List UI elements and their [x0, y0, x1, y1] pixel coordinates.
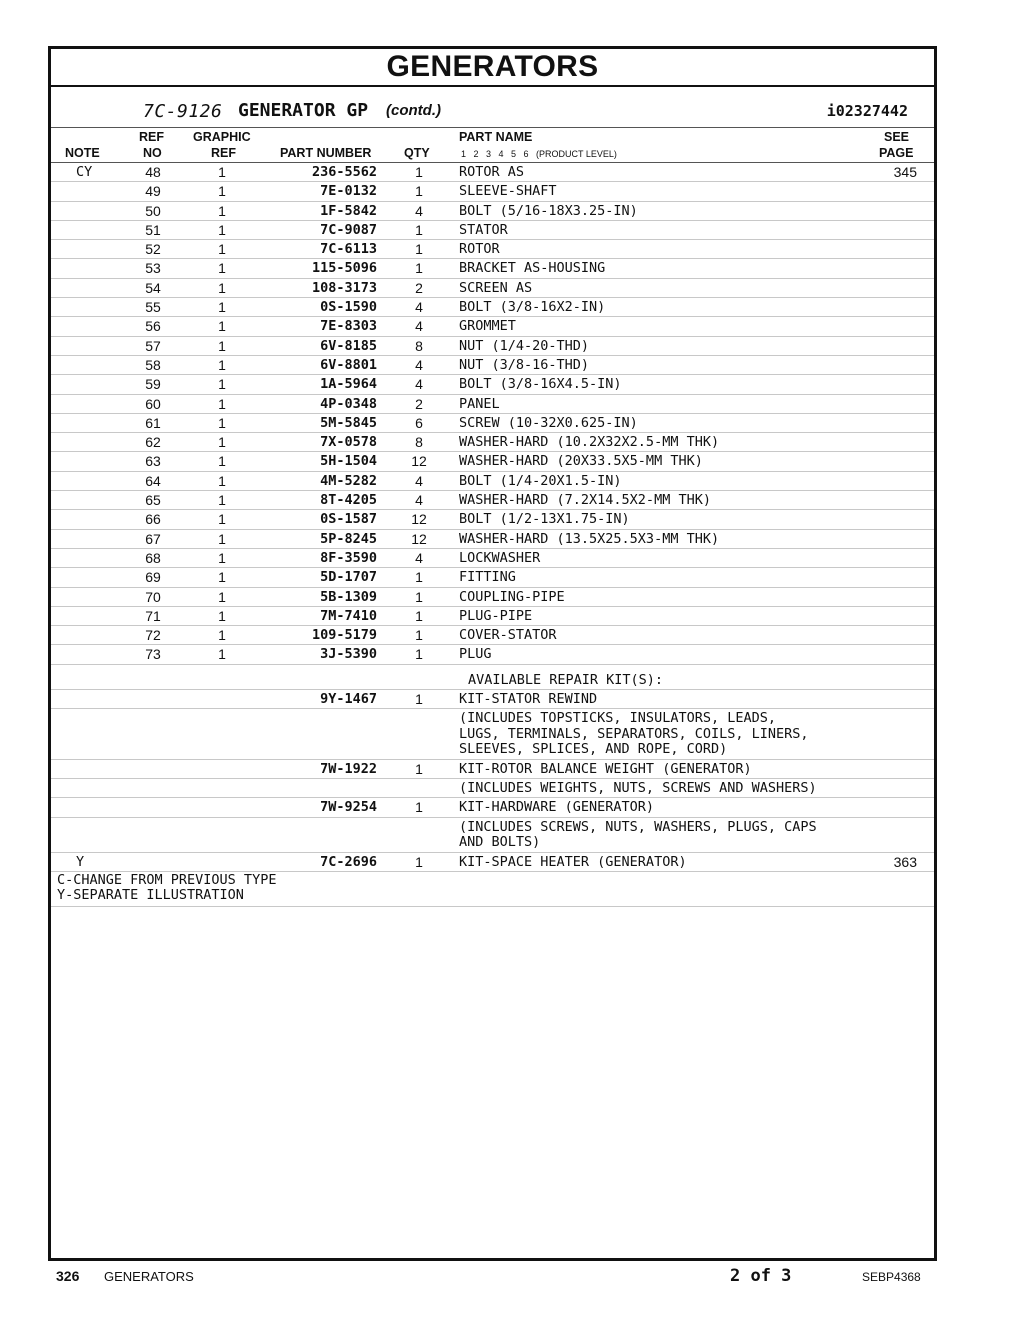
part-number-cell: 1F-5842	[320, 202, 377, 219]
col-qty: QTY	[404, 146, 430, 160]
table-row	[51, 279, 934, 298]
part-name-cell: BOLT (3/8-16X2-IN)	[459, 299, 606, 316]
table-row	[51, 549, 934, 568]
graphic-ref-cell: 1	[218, 569, 226, 586]
parts-table	[51, 163, 934, 907]
parts-page-frame	[48, 46, 937, 1261]
qty-cell: 1	[415, 853, 423, 870]
part-number-cell: 108-3173	[311, 279, 377, 296]
part-number-cell: 7E-8303	[320, 318, 377, 335]
qty-cell: 2	[415, 395, 423, 412]
see-page-cell: 345	[893, 164, 917, 180]
qty-cell: 1	[415, 627, 423, 644]
part-number-cell: 6V-8185	[320, 337, 377, 354]
graphic-ref-cell: 1	[218, 492, 226, 509]
table-row	[51, 317, 934, 336]
col-part-number: PART NUMBER	[280, 146, 372, 160]
ref-no-cell: 53	[145, 260, 161, 277]
table-row	[51, 414, 934, 433]
graphic-ref-cell: 1	[218, 279, 226, 296]
legend-item: Y-SEPARATE ILLUSTRATION	[57, 887, 244, 904]
part-name-cell: PLUG	[459, 646, 492, 663]
qty-cell: 8	[415, 337, 423, 354]
note-cell: CY	[76, 164, 93, 180]
ref-no-cell: 54	[145, 279, 161, 296]
continued-label: (contd.)	[386, 102, 441, 119]
qty-cell: 4	[415, 549, 423, 566]
col-ref-no-line1: REF	[139, 130, 164, 144]
qty-cell: 4	[415, 492, 423, 509]
table-row	[51, 337, 934, 356]
part-name-cell: BOLT (1/2-13X1.75-IN)	[459, 511, 630, 528]
part-number-cell: 7W-9254	[320, 799, 377, 816]
qty-cell: 1	[415, 183, 423, 200]
qty-cell: 1	[415, 221, 423, 238]
page-number: 326	[56, 1268, 80, 1284]
note-cell: Y	[76, 853, 85, 870]
part-name-cell: ROTOR AS	[459, 164, 525, 180]
qty-cell: 1	[415, 569, 423, 586]
col-part-name: PART NAME	[459, 130, 533, 144]
ref-no-cell: 65	[145, 492, 161, 509]
graphic-ref-cell: 1	[218, 260, 226, 277]
graphic-ref-cell: 1	[218, 318, 226, 335]
ref-no-cell: 61	[145, 414, 161, 431]
part-number-cell: 7W-1922	[320, 760, 377, 777]
part-name-cell: ROTOR	[459, 241, 500, 258]
qty-cell: 4	[415, 376, 423, 393]
part-number-cell: 8T-4205	[320, 492, 377, 509]
part-number-cell: 5H-1504	[320, 453, 377, 470]
graphic-ref-cell: 1	[218, 202, 226, 219]
part-name-cell: WASHER-HARD (13.5X25.5X3-MM THK)	[459, 530, 720, 547]
ref-no-cell: 56	[145, 318, 161, 335]
part-name-cell: PANEL	[459, 395, 500, 412]
part-number-cell: 236-5562	[311, 164, 377, 180]
table-row	[51, 221, 934, 240]
ref-no-cell: 68	[145, 549, 161, 566]
qty-cell: 12	[411, 511, 427, 528]
graphic-ref-cell: 1	[218, 414, 226, 431]
qty-cell: 4	[415, 356, 423, 373]
graphic-ref-cell: 1	[218, 164, 226, 180]
qty-cell: 1	[415, 588, 423, 605]
table-row	[51, 202, 934, 221]
legend-item: C-CHANGE FROM PREVIOUS TYPE	[57, 871, 277, 888]
table-row	[51, 240, 934, 259]
graphic-ref-cell: 1	[218, 221, 226, 238]
ref-no-cell: 66	[145, 511, 161, 528]
kit-description-row	[51, 818, 934, 853]
kit-row	[51, 853, 934, 872]
repair-kits-heading: AVAILABLE REPAIR KIT(S):	[468, 671, 664, 688]
qty-cell: 1	[415, 760, 423, 777]
part-number-cell: 115-5096	[311, 260, 377, 277]
col-product-levels: 1 2 3 4 5 6 (PRODUCT LEVEL)	[461, 149, 617, 159]
footer-section: GENERATORS	[104, 1269, 194, 1284]
graphic-ref-cell: 1	[218, 646, 226, 663]
qty-cell: 12	[411, 530, 427, 547]
graphic-ref-cell: 1	[218, 588, 226, 605]
graphic-ref-cell: 1	[218, 356, 226, 373]
part-number-cell: 9Y-1467	[320, 690, 377, 707]
part-number-cell: 1A-5964	[320, 376, 377, 393]
table-row	[51, 645, 934, 664]
qty-cell: 4	[415, 472, 423, 489]
part-name-cell: KIT-HARDWARE (GENERATOR)	[459, 799, 655, 816]
group-header	[51, 87, 934, 128]
part-name-cell: COVER-STATOR	[459, 627, 557, 644]
part-name-cell: WASHER-HARD (10.2X32X2.5-MM THK)	[459, 434, 720, 451]
part-name-cell: STATOR	[459, 221, 508, 238]
qty-cell: 6	[415, 414, 423, 431]
part-name-cell: BOLT (3/8-16X4.5-IN)	[459, 376, 622, 393]
ref-no-cell: 50	[145, 202, 161, 219]
page-of: 2 of 3	[730, 1266, 792, 1286]
document-id: SEBP4368	[862, 1270, 921, 1284]
part-number-cell: 5D-1707	[320, 569, 377, 586]
qty-cell: 4	[415, 318, 423, 335]
title-bar	[51, 49, 934, 87]
qty-cell: 1	[415, 799, 423, 816]
part-number-cell: 3J-5390	[320, 646, 377, 663]
graphic-ref-cell: 1	[218, 549, 226, 566]
kit-description: (INCLUDES SCREWS, NUTS, WASHERS, PLUGS, CAPS AND BOLTS)	[459, 818, 817, 851]
ref-no-cell: 73	[145, 646, 161, 663]
graphic-ref-cell: 1	[218, 376, 226, 393]
table-row	[51, 510, 934, 529]
qty-cell: 4	[415, 202, 423, 219]
part-number-cell: 7C-6113	[320, 241, 377, 258]
graphic-ref-cell: 1	[218, 511, 226, 528]
see-page-cell: 363	[893, 853, 917, 870]
kit-description-row	[51, 779, 934, 799]
part-number-cell: 6V-8801	[320, 356, 377, 373]
part-name-cell: SCREEN AS	[459, 279, 533, 296]
qty-cell: 4	[415, 299, 423, 316]
ref-no-cell: 48	[145, 164, 161, 180]
graphic-ref-cell: 1	[218, 607, 226, 624]
table-row	[51, 568, 934, 587]
graphic-ref-cell: 1	[218, 299, 226, 316]
table-row	[51, 356, 934, 375]
ref-no-cell: 69	[145, 569, 161, 586]
group-number: 7C-9126	[143, 101, 223, 122]
column-headers	[51, 128, 934, 163]
part-name-cell: BOLT (1/4-20X1.5-IN)	[459, 472, 622, 489]
graphic-ref-cell: 1	[218, 183, 226, 200]
table-row	[51, 259, 934, 278]
graphic-ref-cell: 1	[218, 530, 226, 547]
part-name-cell: KIT-SPACE HEATER (GENERATOR)	[459, 853, 687, 870]
col-graphic-ref-line1: GRAPHIC	[193, 130, 251, 144]
ref-no-cell: 59	[145, 376, 161, 393]
qty-cell: 1	[415, 646, 423, 663]
graphic-ref-cell: 1	[218, 627, 226, 644]
kit-row	[51, 690, 934, 709]
qty-cell: 1	[415, 690, 423, 707]
qty-cell: 1	[415, 164, 423, 180]
part-name-cell: FITTING	[459, 569, 516, 586]
part-number-cell: 5P-8245	[320, 530, 377, 547]
table-row	[51, 588, 934, 607]
graphic-ref-cell: 1	[218, 472, 226, 489]
part-name-cell: BOLT (5/16-18X3.25-IN)	[459, 202, 638, 219]
ref-no-cell: 52	[145, 241, 161, 258]
part-number-cell: 4M-5282	[320, 472, 377, 489]
table-row	[51, 607, 934, 626]
qty-cell: 2	[415, 279, 423, 296]
graphic-ref-cell: 1	[218, 453, 226, 470]
table-row	[51, 626, 934, 645]
group-name: GENERATOR GP	[238, 100, 369, 121]
qty-cell: 1	[415, 607, 423, 624]
ref-no-cell: 71	[145, 607, 161, 624]
part-number-cell: 5M-5845	[320, 414, 377, 431]
ref-no-cell: 55	[145, 299, 161, 316]
ref-no-cell: 51	[145, 221, 161, 238]
ref-no-cell: 70	[145, 588, 161, 605]
legend	[51, 872, 934, 907]
ref-no-cell: 64	[145, 472, 161, 489]
qty-cell: 1	[415, 260, 423, 277]
qty-cell: 1	[415, 241, 423, 258]
kit-row	[51, 760, 934, 779]
part-number-cell: 7E-0132	[320, 183, 377, 200]
ref-no-cell: 67	[145, 530, 161, 547]
part-name-cell: PLUG-PIPE	[459, 607, 533, 624]
col-ref-no-line2: NO	[143, 146, 162, 160]
table-row	[51, 433, 934, 452]
col-see-page-line2: PAGE	[879, 146, 914, 160]
table-row	[51, 182, 934, 201]
ref-no-cell: 62	[145, 434, 161, 451]
part-number-cell: 8F-3590	[320, 549, 377, 566]
part-name-cell: NUT (1/4-20-THD)	[459, 337, 590, 354]
ref-no-cell: 57	[145, 337, 161, 354]
table-row	[51, 298, 934, 317]
table-row	[51, 163, 934, 182]
part-number-cell: 5B-1309	[320, 588, 377, 605]
part-name-cell: KIT-ROTOR BALANCE WEIGHT (GENERATOR)	[459, 760, 752, 777]
repair-kits-heading-row	[51, 665, 934, 690]
table-row	[51, 395, 934, 414]
part-number-cell: 109-5179	[311, 627, 377, 644]
part-number-cell: 4P-0348	[320, 395, 377, 412]
graphic-ref-cell: 1	[218, 395, 226, 412]
part-number-cell: 0S-1587	[320, 511, 377, 528]
ref-no-cell: 72	[145, 627, 161, 644]
part-name-cell: KIT-STATOR REWIND	[459, 690, 598, 707]
col-see-page-line1: SEE	[884, 130, 910, 144]
qty-cell: 8	[415, 434, 423, 451]
table-row	[51, 491, 934, 510]
part-name-cell: WASHER-HARD (20X33.5X5-MM THK)	[459, 453, 703, 470]
ref-no-cell: 60	[145, 395, 161, 412]
kit-description: (INCLUDES TOPSTICKS, INSULATORS, LEADS, LUGS, TERMINALS, SEPARATORS, COILS, LINERS, SLEEVES, SPLICES, AND ROPE, CORD)	[459, 710, 809, 758]
part-name-cell: COUPLING-PIPE	[459, 588, 565, 605]
kit-description: (INCLUDES WEIGHTS, NUTS, SCREWS AND WASHERS)	[459, 779, 817, 796]
part-name-cell: BRACKET AS-HOUSING	[459, 260, 606, 277]
table-row	[51, 530, 934, 549]
graphic-ref-cell: 1	[218, 434, 226, 451]
part-number-cell: 0S-1590	[320, 299, 377, 316]
graphic-ref-cell: 1	[218, 241, 226, 258]
col-graphic-ref-line2: REF	[211, 146, 236, 160]
part-number-cell: 7C-9087	[320, 221, 377, 238]
table-row	[51, 375, 934, 394]
part-name-cell: NUT (3/8-16-THD)	[459, 356, 590, 373]
part-name-cell: SCREW (10-32X0.625-IN)	[459, 414, 638, 431]
qty-cell: 12	[411, 453, 427, 470]
table-row	[51, 472, 934, 491]
kit-description-row	[51, 709, 934, 760]
page-title: GENERATORS	[386, 50, 599, 83]
ref-no-cell: 58	[145, 356, 161, 373]
page-footer	[0, 1266, 1020, 1288]
part-number-cell: 7M-7410	[320, 607, 377, 624]
kit-row	[51, 798, 934, 817]
col-note: NOTE	[65, 146, 100, 160]
part-name-cell: SLEEVE-SHAFT	[459, 183, 557, 200]
part-number-cell: 7C-2696	[320, 853, 377, 870]
ref-no-cell: 49	[145, 183, 161, 200]
table-row	[51, 452, 934, 471]
part-number-cell: 7X-0578	[320, 434, 377, 451]
part-name-cell: WASHER-HARD (7.2X14.5X2-MM THK)	[459, 492, 711, 509]
part-name-cell: GROMMET	[459, 318, 516, 335]
graphic-ref-cell: 1	[218, 337, 226, 354]
illustration-id: i02327442	[826, 102, 908, 120]
part-name-cell: LOCKWASHER	[459, 549, 541, 566]
ref-no-cell: 63	[145, 453, 161, 470]
